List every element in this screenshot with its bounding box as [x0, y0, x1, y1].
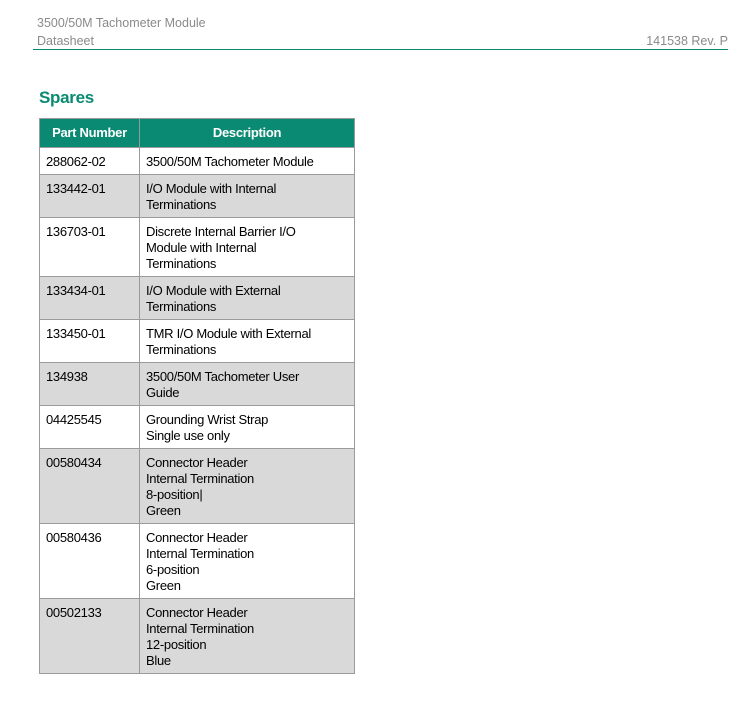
- description-cell: [140, 524, 355, 599]
- description-cell: [140, 406, 355, 449]
- part-number-cell: 288062-02: [40, 148, 140, 175]
- description-line: Terminations: [146, 256, 217, 271]
- section-title-spares: Spares: [39, 88, 94, 107]
- description-cell: [140, 449, 355, 524]
- description-line: I/O Module with Internal: [146, 181, 277, 196]
- description-line: Connector Header: [146, 605, 248, 620]
- description-cell: [140, 363, 355, 406]
- table-row: [40, 524, 355, 599]
- description-line: I/O Module with External: [146, 283, 281, 298]
- table-row: [40, 148, 355, 175]
- table-row: [40, 406, 355, 449]
- description-line: Blue: [146, 653, 171, 668]
- description-line: Terminations: [146, 197, 217, 212]
- description-line: Guide: [146, 385, 180, 400]
- table-body: [40, 148, 355, 674]
- description-cell: [140, 599, 355, 674]
- part-number-cell: 00580434: [40, 449, 140, 524]
- document-type: Datasheet: [37, 34, 94, 48]
- description-line: Grounding Wrist Strap: [146, 412, 269, 427]
- part-number-cell: 133434-01: [40, 277, 140, 320]
- table-row: [40, 175, 355, 218]
- spares-table: [39, 118, 355, 674]
- table-row: [40, 599, 355, 674]
- description-line: Connector Header: [146, 530, 248, 545]
- table-row: [40, 218, 355, 277]
- description-line: Terminations: [146, 342, 217, 357]
- table-row: [40, 320, 355, 363]
- description-line: 3500/50M Tachometer Module: [146, 154, 314, 169]
- table-header-row: [40, 119, 355, 148]
- part-number-cell: 00502133: [40, 599, 140, 674]
- document-title: 3500/50M Tachometer Module: [37, 16, 206, 30]
- part-number-cell: 134938: [40, 363, 140, 406]
- description-line: Discrete Internal Barrier I/O: [146, 224, 296, 239]
- table-row: [40, 277, 355, 320]
- description-line: Internal Termination: [146, 546, 254, 561]
- description-cell: [140, 218, 355, 277]
- description-cell: [140, 175, 355, 218]
- part-number-cell: 04425545: [40, 406, 140, 449]
- document-revision: 141538 Rev. P: [646, 34, 728, 48]
- description-line: Single use only: [146, 428, 230, 443]
- column-header-description: Description: [140, 119, 355, 148]
- description-line: Internal Termination: [146, 621, 254, 636]
- description-line: Connector Header: [146, 455, 248, 470]
- description-line: 8-position|: [146, 487, 203, 502]
- description-cell: [140, 277, 355, 320]
- part-number-cell: 136703-01: [40, 218, 140, 277]
- part-number-cell: 00580436: [40, 524, 140, 599]
- description-line: Internal Termination: [146, 471, 254, 486]
- description-cell: [140, 320, 355, 363]
- description-line: 3500/50M Tachometer User: [146, 369, 299, 384]
- part-number-cell: 133450-01: [40, 320, 140, 363]
- description-cell: [140, 148, 355, 175]
- description-line: Green: [146, 578, 181, 593]
- description-line: 6-position: [146, 562, 200, 577]
- column-header-part-number: Part Number: [40, 119, 140, 148]
- description-line: Terminations: [146, 299, 217, 314]
- description-line: 12-position: [146, 637, 207, 652]
- description-line: Green: [146, 503, 181, 518]
- table-row: [40, 449, 355, 524]
- table-row: [40, 363, 355, 406]
- description-line: TMR I/O Module with External: [146, 326, 311, 341]
- header-divider: [33, 49, 728, 50]
- part-number-cell: 133442-01: [40, 175, 140, 218]
- description-line: Module with Internal: [146, 240, 257, 255]
